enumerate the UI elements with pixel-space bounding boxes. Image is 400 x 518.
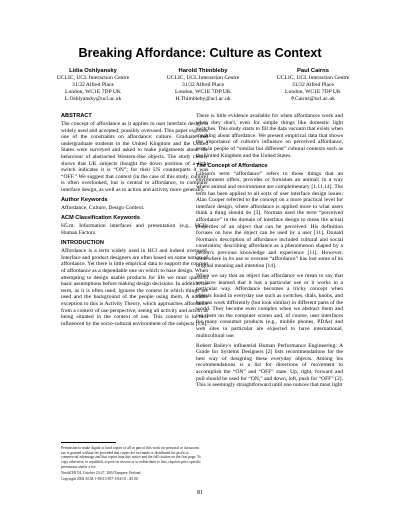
body-paragraph: Gibson's term “affordance” refers to those things that an environment offers, provides or furnishes an animal; in a way where animal and environment are complementary [1,11,14]. The term has been applied to all sorts of user interface design issues; Alan Cooper referred to the concept on a more practical level for interface design, where affordance is applied more to what users think a thing should do [3]. Norman used the term “perceived affordance” in the domain of interface design to mean the actual properties of an object that can be perceived. His definition focuses on how the object can be used by a user [11]. Donald Norman's description of affordance included cultural and social constraints; describing affordance as a phenomenon shaped by a person's previous knowledge and experience [11]. However, somewhere in its use or overuse “affordance” has lost some of its original meaning and intention [14].: [196, 170, 343, 270]
footnote-rule: [61, 442, 116, 443]
author-affiliation: UCLIC, UCL Interaction Centre: [56, 75, 130, 81]
abstract-heading: ABSTRACT: [61, 113, 92, 119]
left-column: [61, 113, 208, 331]
permission-notice: Permission to make digital or hard copies of all or part of this work for personal or classroom use is granted without fee provided that copies are not made or distributed for profit or commercial advantage and that copies bear this notice and the full citation on the first page. To copy otherwise, to republish, to post on servers or to redistribute to lists, requires prior specific permission and/or a fee.: [61, 446, 201, 469]
body-paragraph: There is little evidence available for when affordances work and when they don't, even for simple things like domestic light switches. This study starts to fill the data vacuum that exists when speaking about affordance. We present empirical data that shows the importance of culture's influence on perceived affordance, even in people of “similar but different” cultural contexts such as the United Kingdom and the United States.: [196, 113, 343, 159]
acm-text: H5.m. Information interfaces and presentation (e.g., HCI): Human Factors.: [61, 223, 208, 236]
author-address: London, WC1E 7DP UK: [65, 89, 121, 95]
author-2: [148, 68, 258, 103]
introduction-text: Affordance is a term widely used in HCI and indeed overused. Interface and product designers are often based on some notion of affordance. Yet there is little empirical data to support the concept of affordance as a dependable one on which to base design. When attempting to design usable products for life we must question basic assumptions before making design decisions. In addition the term, as it is often used, ignores the context in which things are used and the background of the people using them. A notable exception to this is Activity Theory, which approaches affordance from a context of use perspective; seeing all activity and action as being situated in the context of use. This context is in turn influenced by the socio-cultural environment of the subjects [1,8].: [61, 248, 208, 327]
author-block: [38, 68, 368, 103]
author-email: P.Cairns@ucl.ac.uk: [291, 96, 335, 102]
author-address: 31/32 Alfred Place: [182, 82, 224, 88]
concept-heading: The Concept of Affordance: [196, 162, 268, 169]
author-email: L.Oshlyansky@ucl.ac.uk: [64, 96, 122, 102]
author-address: 31/32 Alfred Place: [292, 82, 334, 88]
author-address: London, WC1E 7DP UK: [285, 89, 341, 95]
author-affiliation: UCLIC, UCL Interaction Centre: [166, 75, 240, 81]
author-name: Paul Cairns: [297, 68, 329, 74]
author-address: 31/32 Alfred Place: [72, 82, 114, 88]
acm-heading: ACM Classification Keywords: [61, 215, 140, 222]
abstract-text: The concept of affordance as it applies to user interface design is widely used and accepted; possibly overused. This paper explores one of the constraints on affordance: culture. Graduate and undergraduate students in the United Kingdom and the United States were surveyed and asked to make judgements about the behaviour of abstracted Western-like objects. The study clearly shows that UK subjects thought the down position of a light switch indicates it is “ON”; for their US counterparts it was “OFF.” We suggest that context (in the case of this study, culture) is often overlooked, but is central to affordance, to computer interface design, as well as to action and activity more generally.: [61, 121, 208, 194]
author-email: H.Thimbleby@ucl.ac.uk: [175, 96, 231, 102]
right-column: [196, 113, 343, 392]
author-address: London, WC1E 7DP UK: [175, 89, 231, 95]
keywords-text: Affordance, Culture, Design Context.: [61, 205, 145, 212]
conference-line: NordiCHI '04, October 23-27, 2004 Tampere, Finland: [61, 471, 141, 476]
author-name: Lidia Oshlyansky: [69, 68, 117, 74]
copyright-footnote: [61, 442, 201, 483]
page-number: 81: [197, 490, 203, 496]
body-paragraph: When we say that an object has affordance we mean to say that we have learned that it has a particular use or it works in a particular way. Affordance becomes a tricky concept when objects found in everyday use such as switches, dials, knobs, and buttons work differently (but look similar) in different parts of the world. They become even complex when we abstract them and put them on the computer screen and, of course, user interfaces for many consumer products (e.g., mobile phones, PDAs) and web sites in particular are expected to have international, multicultural use.: [196, 273, 343, 339]
body-paragraph: Robert Bailey's influential Human Performance Engineering: A Guide for Systems Designers [2] lists recommendations for the best way of designing these everyday objects. Among his recommendations is a list for directions of movement to accomplish the “ON” and “OFF” state. Up, right, forward and pull should be used for “ON,” and down, left, push for “OFF” [2]. This is seemingly straightforward until one notices that most light: [196, 342, 343, 389]
author-affiliation: UCLIC, UCL Interaction Centre: [276, 75, 350, 81]
introduction-heading: INTRODUCTION: [61, 240, 104, 247]
author-3: [258, 68, 368, 103]
author-1: [38, 68, 148, 103]
copyright-line: Copyright 2004 ACM 1-58113-857-1/04/10 ...$5.00: [61, 477, 138, 482]
author-name: Harold Thimbleby: [178, 68, 228, 74]
keywords-heading: Author Keywords: [61, 197, 108, 204]
paper-title: Breaking Affordance: Culture as Context: [78, 46, 322, 60]
